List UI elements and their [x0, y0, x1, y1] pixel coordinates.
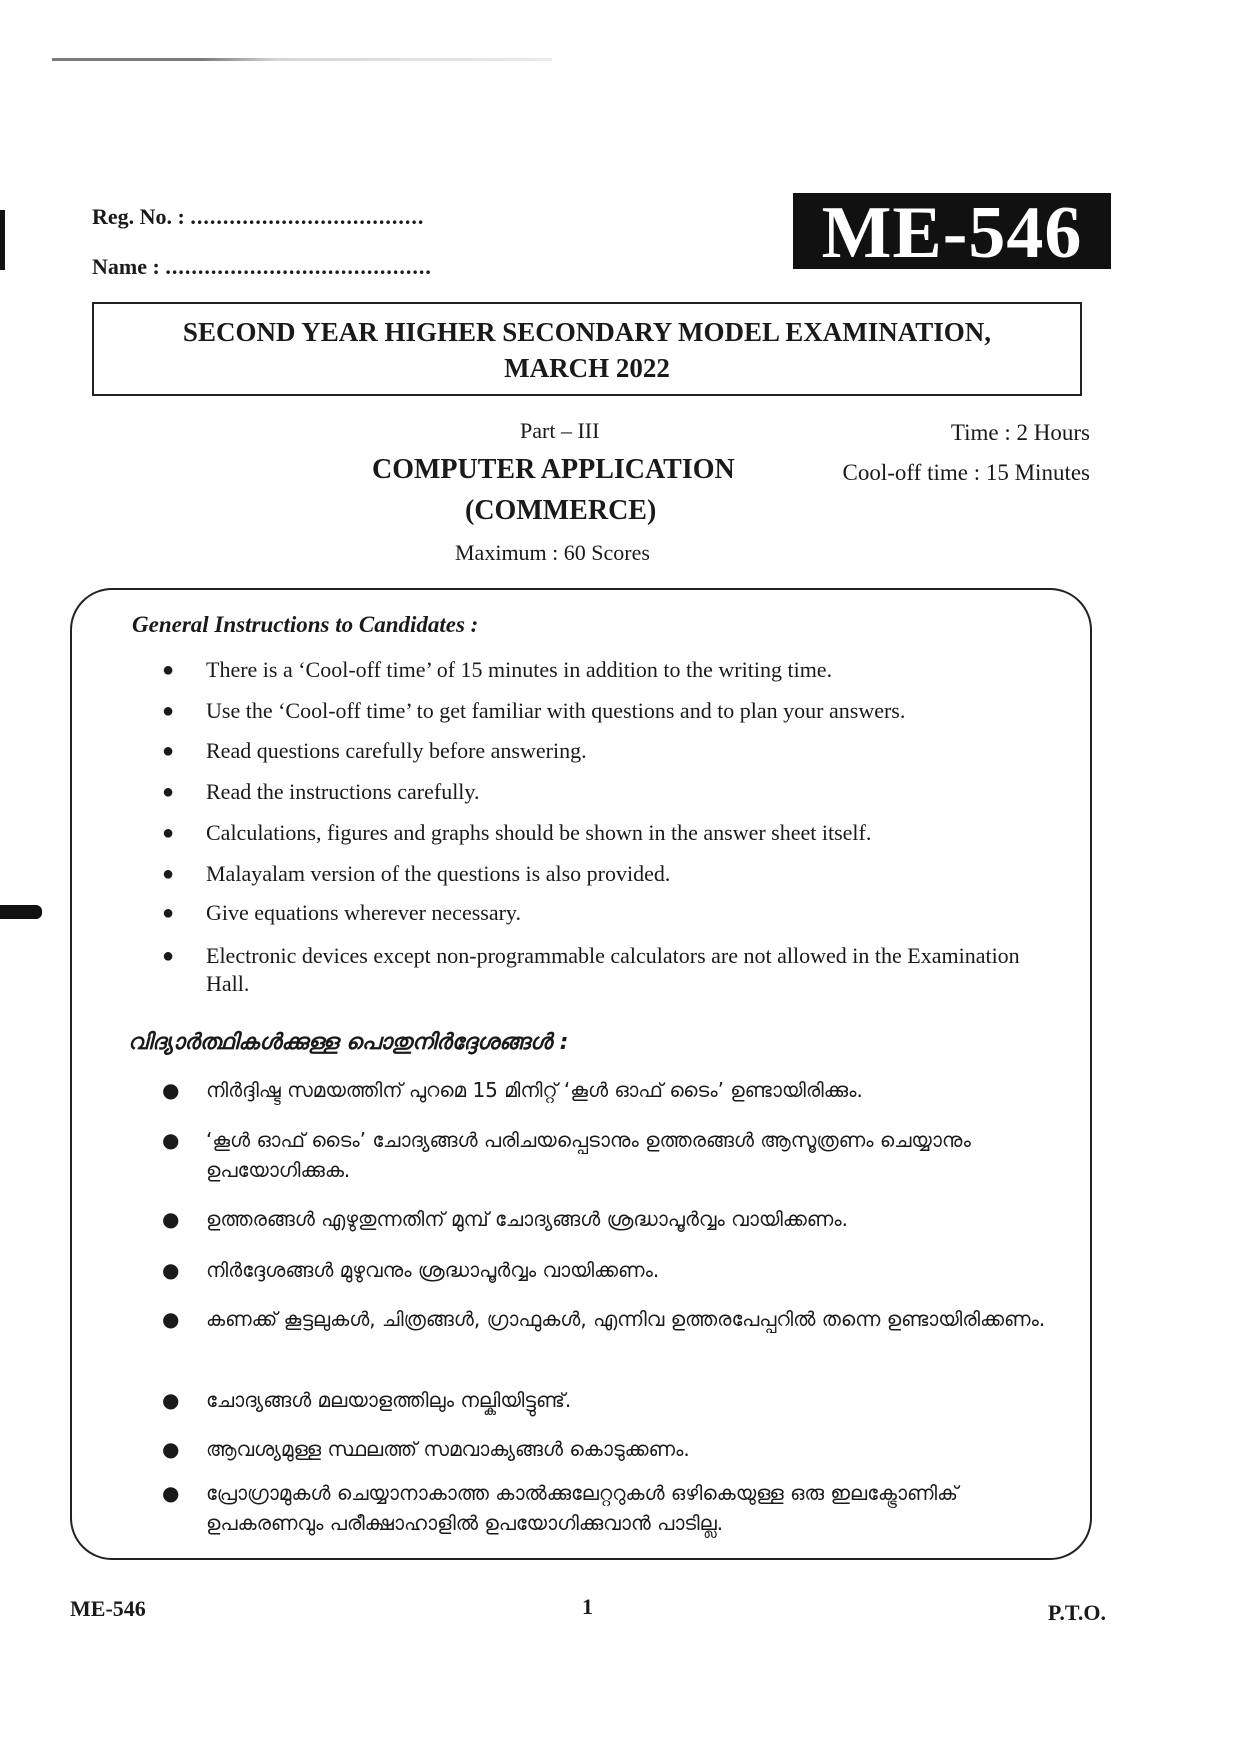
bullet-icon: ●	[162, 1258, 180, 1282]
candidate-details	[92, 192, 432, 292]
footer-paper-code: ME-546	[70, 1596, 146, 1621]
bullet-icon: ●	[162, 1078, 180, 1102]
bullet-icon: ●	[162, 902, 175, 924]
subject-title: COMPUTER APPLICATION	[372, 454, 735, 485]
scan-artifact-mark	[0, 210, 5, 270]
bullet-icon: ●	[162, 1437, 180, 1461]
exam-title-line2: MARCH 2022	[504, 353, 670, 383]
please-turn-over: P.T.O.	[1047, 1600, 1106, 1625]
instructions-heading-ml: വിദ്യാർത്ഥികൾക്കുള്ള പൊതുനിർദ്ദേശങ്ങൾ :	[128, 1030, 569, 1055]
exam-title-box	[92, 302, 1082, 396]
scan-artifact-line	[52, 58, 552, 61]
scan-artifact-mark	[0, 905, 42, 919]
bullet-icon: ●	[162, 1481, 180, 1505]
maximum-score: Maximum : 60 Scores	[455, 540, 650, 565]
instructions-heading-en: General Instructions to Candidates :	[132, 612, 479, 637]
bullet-icon: ●	[162, 822, 175, 844]
name-blank: .........................................	[165, 254, 432, 279]
exam-title-line1: SECOND YEAR HIGHER SECONDARY MODEL EXAMINATION,	[182, 317, 992, 347]
bullet-icon: ●	[162, 1128, 180, 1152]
subject-subtitle: (COMMERCE)	[465, 495, 657, 526]
bullet-icon: ●	[162, 740, 175, 762]
bullet-icon: ●	[162, 863, 175, 885]
bullet-icon: ●	[162, 700, 175, 722]
reg-no-blank: ....................................	[190, 204, 425, 229]
bullet-icon: ●	[162, 1207, 180, 1231]
exam-part: Part – III	[520, 418, 600, 443]
reg-no-line	[92, 192, 432, 242]
bullet-icon: ●	[162, 1388, 180, 1412]
page-number: 1	[582, 1594, 593, 1619]
exam-cooloff: Cool-off time : 15 Minutes	[842, 460, 1090, 485]
paper-code: ME-546	[793, 193, 1111, 269]
name-label: Name :	[92, 254, 160, 279]
name-line	[92, 242, 432, 292]
bullet-icon: ●	[162, 945, 175, 967]
exam-time: Time : 2 Hours	[950, 420, 1090, 445]
reg-no-label: Reg. No. :	[92, 204, 185, 229]
bullet-icon: ●	[162, 1307, 180, 1331]
bullet-icon: ●	[162, 659, 175, 681]
bullet-icon: ●	[162, 781, 175, 803]
